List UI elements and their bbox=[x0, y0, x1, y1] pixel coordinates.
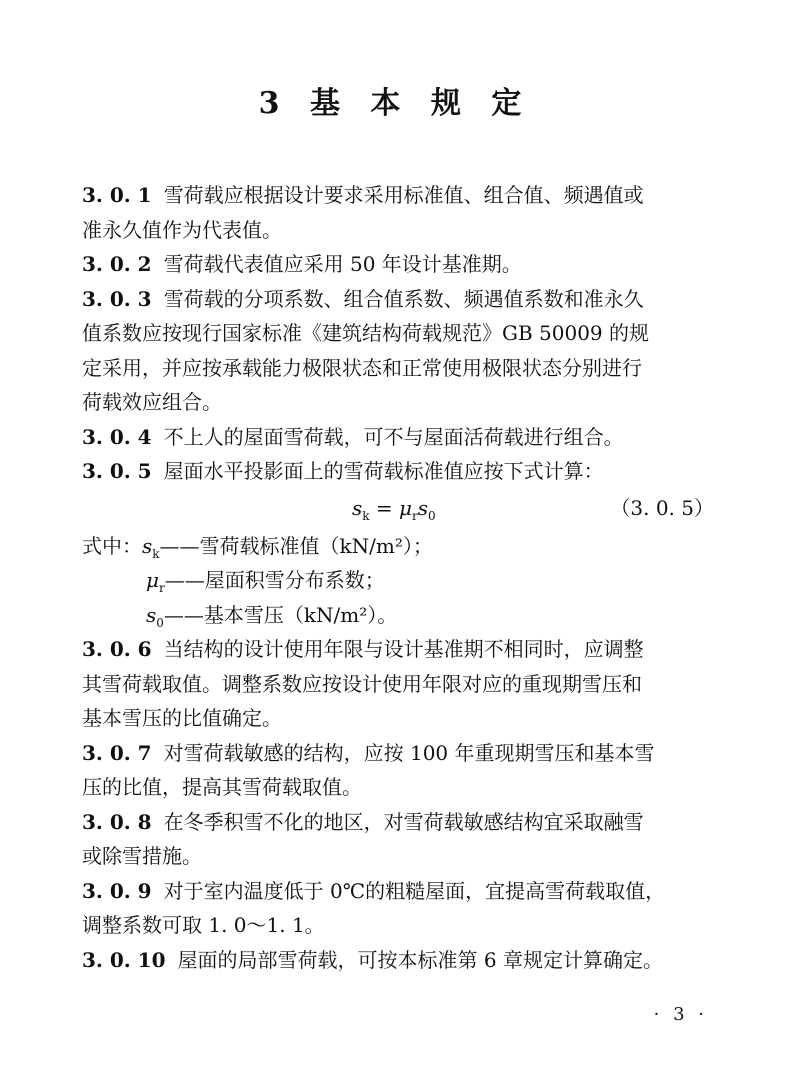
clause-number: 3. 0. 6 bbox=[82, 637, 152, 661]
chapter-title: 3 基 本 规 定 bbox=[258, 86, 532, 121]
clause-number: 3. 0. 3 bbox=[82, 286, 152, 311]
clause-3-0-10-line-1: 3. 0. 10 屋面的局部雪荷载，可按本标准第 6 章规定计算确定。 bbox=[82, 943, 720, 978]
clause-number: 3. 0. 4 bbox=[82, 424, 152, 449]
where-line-3: $s_0——$基本雪压（kN/m²）。 bbox=[146, 602, 398, 630]
clause-3-0-6-line-1: 3. 0. 6 当结构的设计使用年限与设计基准期不相同时，应调整 bbox=[82, 632, 720, 667]
formula-3-0-5 bbox=[82, 489, 720, 529]
clause-3-0-2-line-1: 3. 0. 2 雪荷载代表值应采用 50 年设计基准期。 bbox=[82, 247, 720, 282]
clause-3-0-7-line-2: 压的比值，提高其雪荷载取值。 bbox=[82, 775, 362, 799]
clause-3-0-6-line-2: 其雪荷载取值。调整系数应按设计使用年限对应的重现期雪压和 bbox=[82, 671, 642, 696]
page-number: · 3 · bbox=[653, 1004, 708, 1025]
clause-3-0-6-line-3: 基本雪压的比值确定。 bbox=[82, 706, 282, 730]
clause-3-0-4-line-1: 3. 0. 4 不上人的屋面雪荷载，可不与屋面活荷载进行组合。 bbox=[82, 420, 720, 455]
clause-number: 3. 0. 2 bbox=[82, 252, 152, 276]
clause-number: 3. 0. 8 bbox=[82, 809, 152, 834]
clause-3-0-3-line-2: 值系数应按现行国家标准《建筑结构荷载规范》GB 50009 的规 bbox=[82, 321, 650, 345]
clause-number: 3. 0. 5 bbox=[82, 459, 152, 483]
where-line-2: $\mu_r——$屋面积雪分布系数； bbox=[146, 568, 385, 595]
document-body bbox=[82, 178, 720, 977]
clause-3-0-9-line-2: 调整系数可取 1. 0～1. 1。 bbox=[82, 913, 325, 937]
clause-3-0-9-line-1: 3. 0. 9 对于室内温度低于 0℃的粗糙屋面，宜提高雪荷载取值， bbox=[82, 874, 720, 909]
clause-3-0-8-line-2: 或除雪措施。 bbox=[82, 844, 202, 868]
clause-3-0-8-line-1: 3. 0. 8 在冬季积雪不化的地区，对雪荷载敏感结构宜采取融雪 bbox=[82, 805, 720, 840]
clause-3-0-1-line-1: 3. 0. 1 雪荷载应根据设计要求采用标准值、组合值、频遇值或 bbox=[82, 178, 720, 213]
clause-3-0-3-line-3: 定采用，并应按承载能力极限状态和正常使用极限状态分别进行 bbox=[82, 355, 642, 380]
clause-3-0-7-line-1: 3. 0. 7 对雪荷载敏感的结构，应按 100 年重现期雪压和基本雪 bbox=[82, 736, 720, 771]
clause-number: 3. 0. 1 bbox=[82, 183, 152, 207]
clause-number: 3. 0. 10 bbox=[82, 947, 166, 972]
where-line-1: 式中：$s_k——$雪荷载标准值（kN/m²）； bbox=[82, 533, 433, 561]
formula-label: （3. 0. 5） bbox=[610, 495, 714, 520]
clause-3-0-3-line-1: 3. 0. 3 雪荷载的分项系数、组合值系数、频遇值系数和准永久 bbox=[82, 282, 720, 317]
formula-expression: $s_k = \mu_rs_0$ bbox=[352, 495, 436, 523]
clause-3-0-5-line-1: 3. 0. 5 屋面水平投影面上的雪荷载标准值应按下式计算： bbox=[82, 454, 720, 489]
clause-number: 3. 0. 7 bbox=[82, 740, 152, 765]
clause-number: 3. 0. 9 bbox=[82, 878, 152, 903]
clause-3-0-3-line-4: 荷载效应组合。 bbox=[82, 390, 222, 414]
clause-3-0-1-line-2: 准永久值作为代表值。 bbox=[82, 217, 282, 242]
